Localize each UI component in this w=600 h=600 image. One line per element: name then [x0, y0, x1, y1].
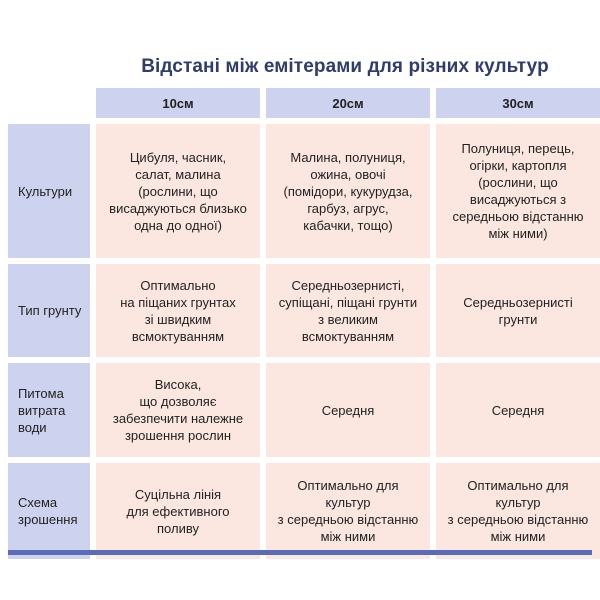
column-header-10cm: 10см	[96, 88, 260, 118]
page-title: Відстані між емітерами для різних культур	[141, 56, 549, 77]
table-cell: Оптимально для культур з середньою відстанню між ними	[266, 463, 430, 559]
table-cell: Оптимально на піщаних грунтах зі швидким всмоктуванням	[96, 264, 260, 357]
table-cell: Середня	[266, 363, 430, 457]
row-label-crops: Культури	[8, 124, 90, 258]
table-cell: Висока, що дозволяє забезпечити належне зрошення рослин	[96, 363, 260, 457]
table-cell: Полуниця, перець, огірки, картопля (рослини, що висаджуються з середньою відстанню між ними)	[436, 124, 600, 258]
row-label-irrigation-scheme: Схема зрошення	[8, 463, 90, 559]
column-header-30cm: 30см	[436, 88, 600, 118]
table-cell: Цибуля, часник, салат, малина (рослини, що висаджуються близько одна до одної)	[96, 124, 260, 258]
table-cell: Малина, полуниця, ожина, овочі (помідори, кукурудза, гарбуз, агрус, кабачки, тощо)	[266, 124, 430, 258]
column-header-20cm: 20см	[266, 88, 430, 118]
table-corner	[8, 88, 90, 118]
table-cell: Оптимально для культур з середньою відстанню між ними	[436, 463, 600, 559]
comparison-table	[8, 88, 592, 553]
row-label-soil-type: Тип грунту	[8, 264, 90, 357]
table-cell: Середньозернисті грунти	[436, 264, 600, 357]
table-cell: Суцільна лінія для ефективного поливу	[96, 463, 260, 559]
table-cell: Середньозернисті, супіщані, піщані грунти з великим всмоктуванням	[266, 264, 430, 357]
table-cell: Середня	[436, 363, 600, 457]
row-label-water-usage: Питома витрата води	[8, 363, 90, 457]
bottom-accent-bar	[8, 550, 592, 555]
